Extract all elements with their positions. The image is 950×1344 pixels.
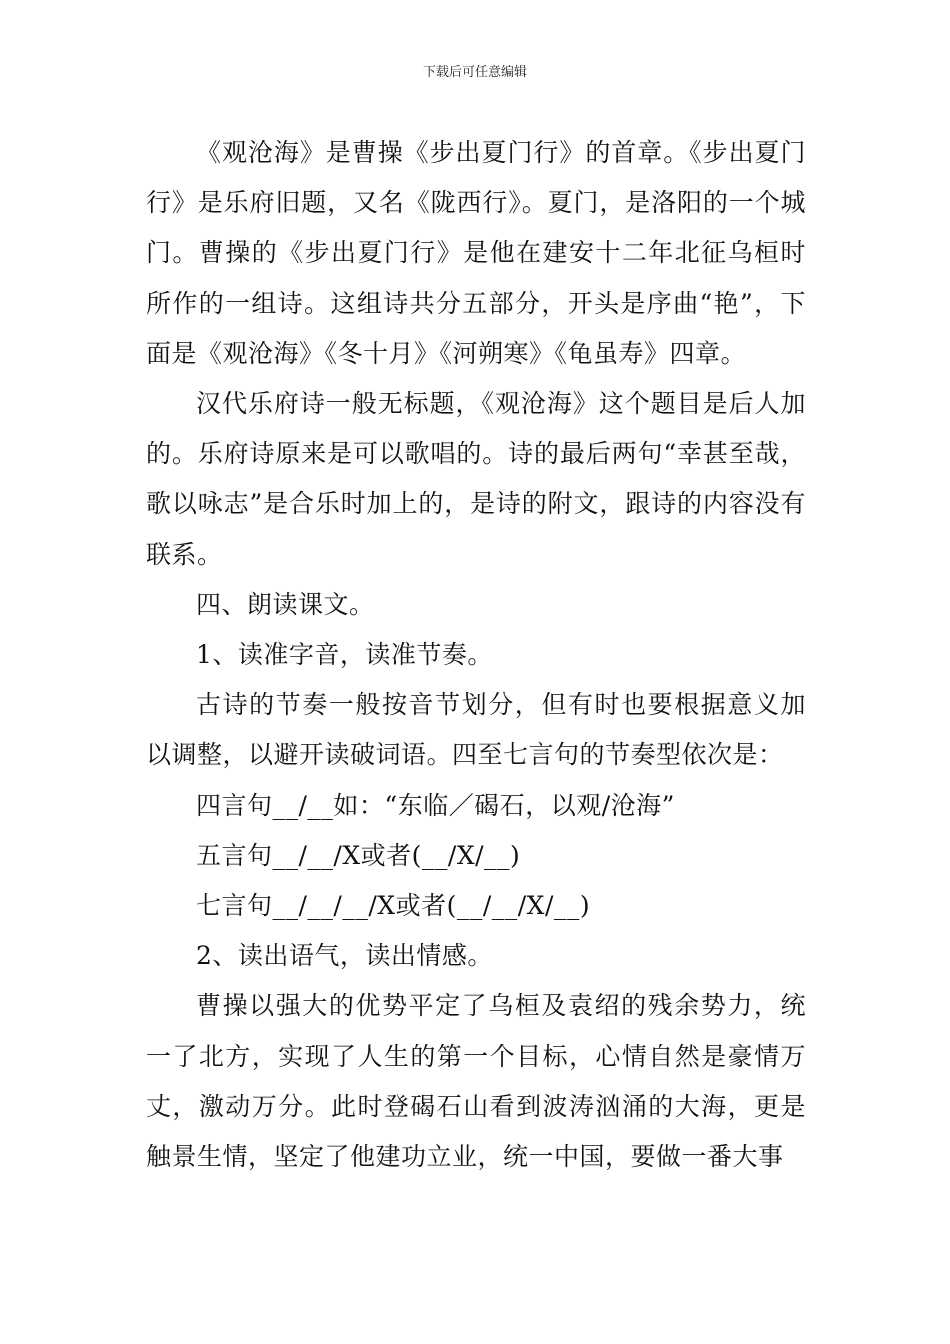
page-header: 下载后可任意编辑 [422,65,527,80]
paragraph-background: 《观沧海》是曹操《步出夏门行》的首章。《步出夏门行》是乐府旧题，又名《陇西行》。夏门，是洛阳的一个城门。曹操的《步出夏门行》是他在建安十二年北征乌桓时所作的一组诗。这组诗共分五部分，开头是序曲“艳”，下面是《观沧海》《冬十月》《河朔寒》《龟虽寿》四章。 [146,138,806,368]
subheading-tone-emotion: 2、读出语气，读出情感。 [196,941,493,971]
paragraph-title-note: 汉代乐府诗一般无标题，《观沧海》这个题目是后人加的。乐府诗原来是可以歌唱的。诗的最后两句“幸甚至哉，歌以咏志”是合乐时加上的，是诗的附文，跟诗的内容没有联系。 [146,389,806,569]
section-heading-reading: 四、朗读课文。 [196,589,375,619]
rhythm-four-character: 四言句__/__如：“东临／碣石，以观/沧海” [196,790,675,820]
paragraph-rhythm-intro: 古诗的节奏一般按音节划分，但有时也要根据意义加以调整，以避开读破词语。四至七言句的节奏型依次是： [146,690,806,770]
paragraph-cao-cao-emotion: 曹操以强大的优势平定了乌桓及袁绍的残余势力，统一了北方，实现了人生的第一个目标，心情自然是豪情万丈，激动万分。此时登碣石山看到波涛汹涌的大海，更是触景生情，坚定了他建功立业，统一中国，要做一番大事 [146,991,806,1172]
rhythm-seven-character: 七言句__/__/__/X或者(__/__/X/__) [196,891,591,921]
rhythm-five-character: 五言句__/__/X或者(__/X/__) [196,840,521,870]
subheading-pronunciation-rhythm: 1、读准字音，读准节奏。 [196,640,493,670]
document-body [146,128,806,1182]
